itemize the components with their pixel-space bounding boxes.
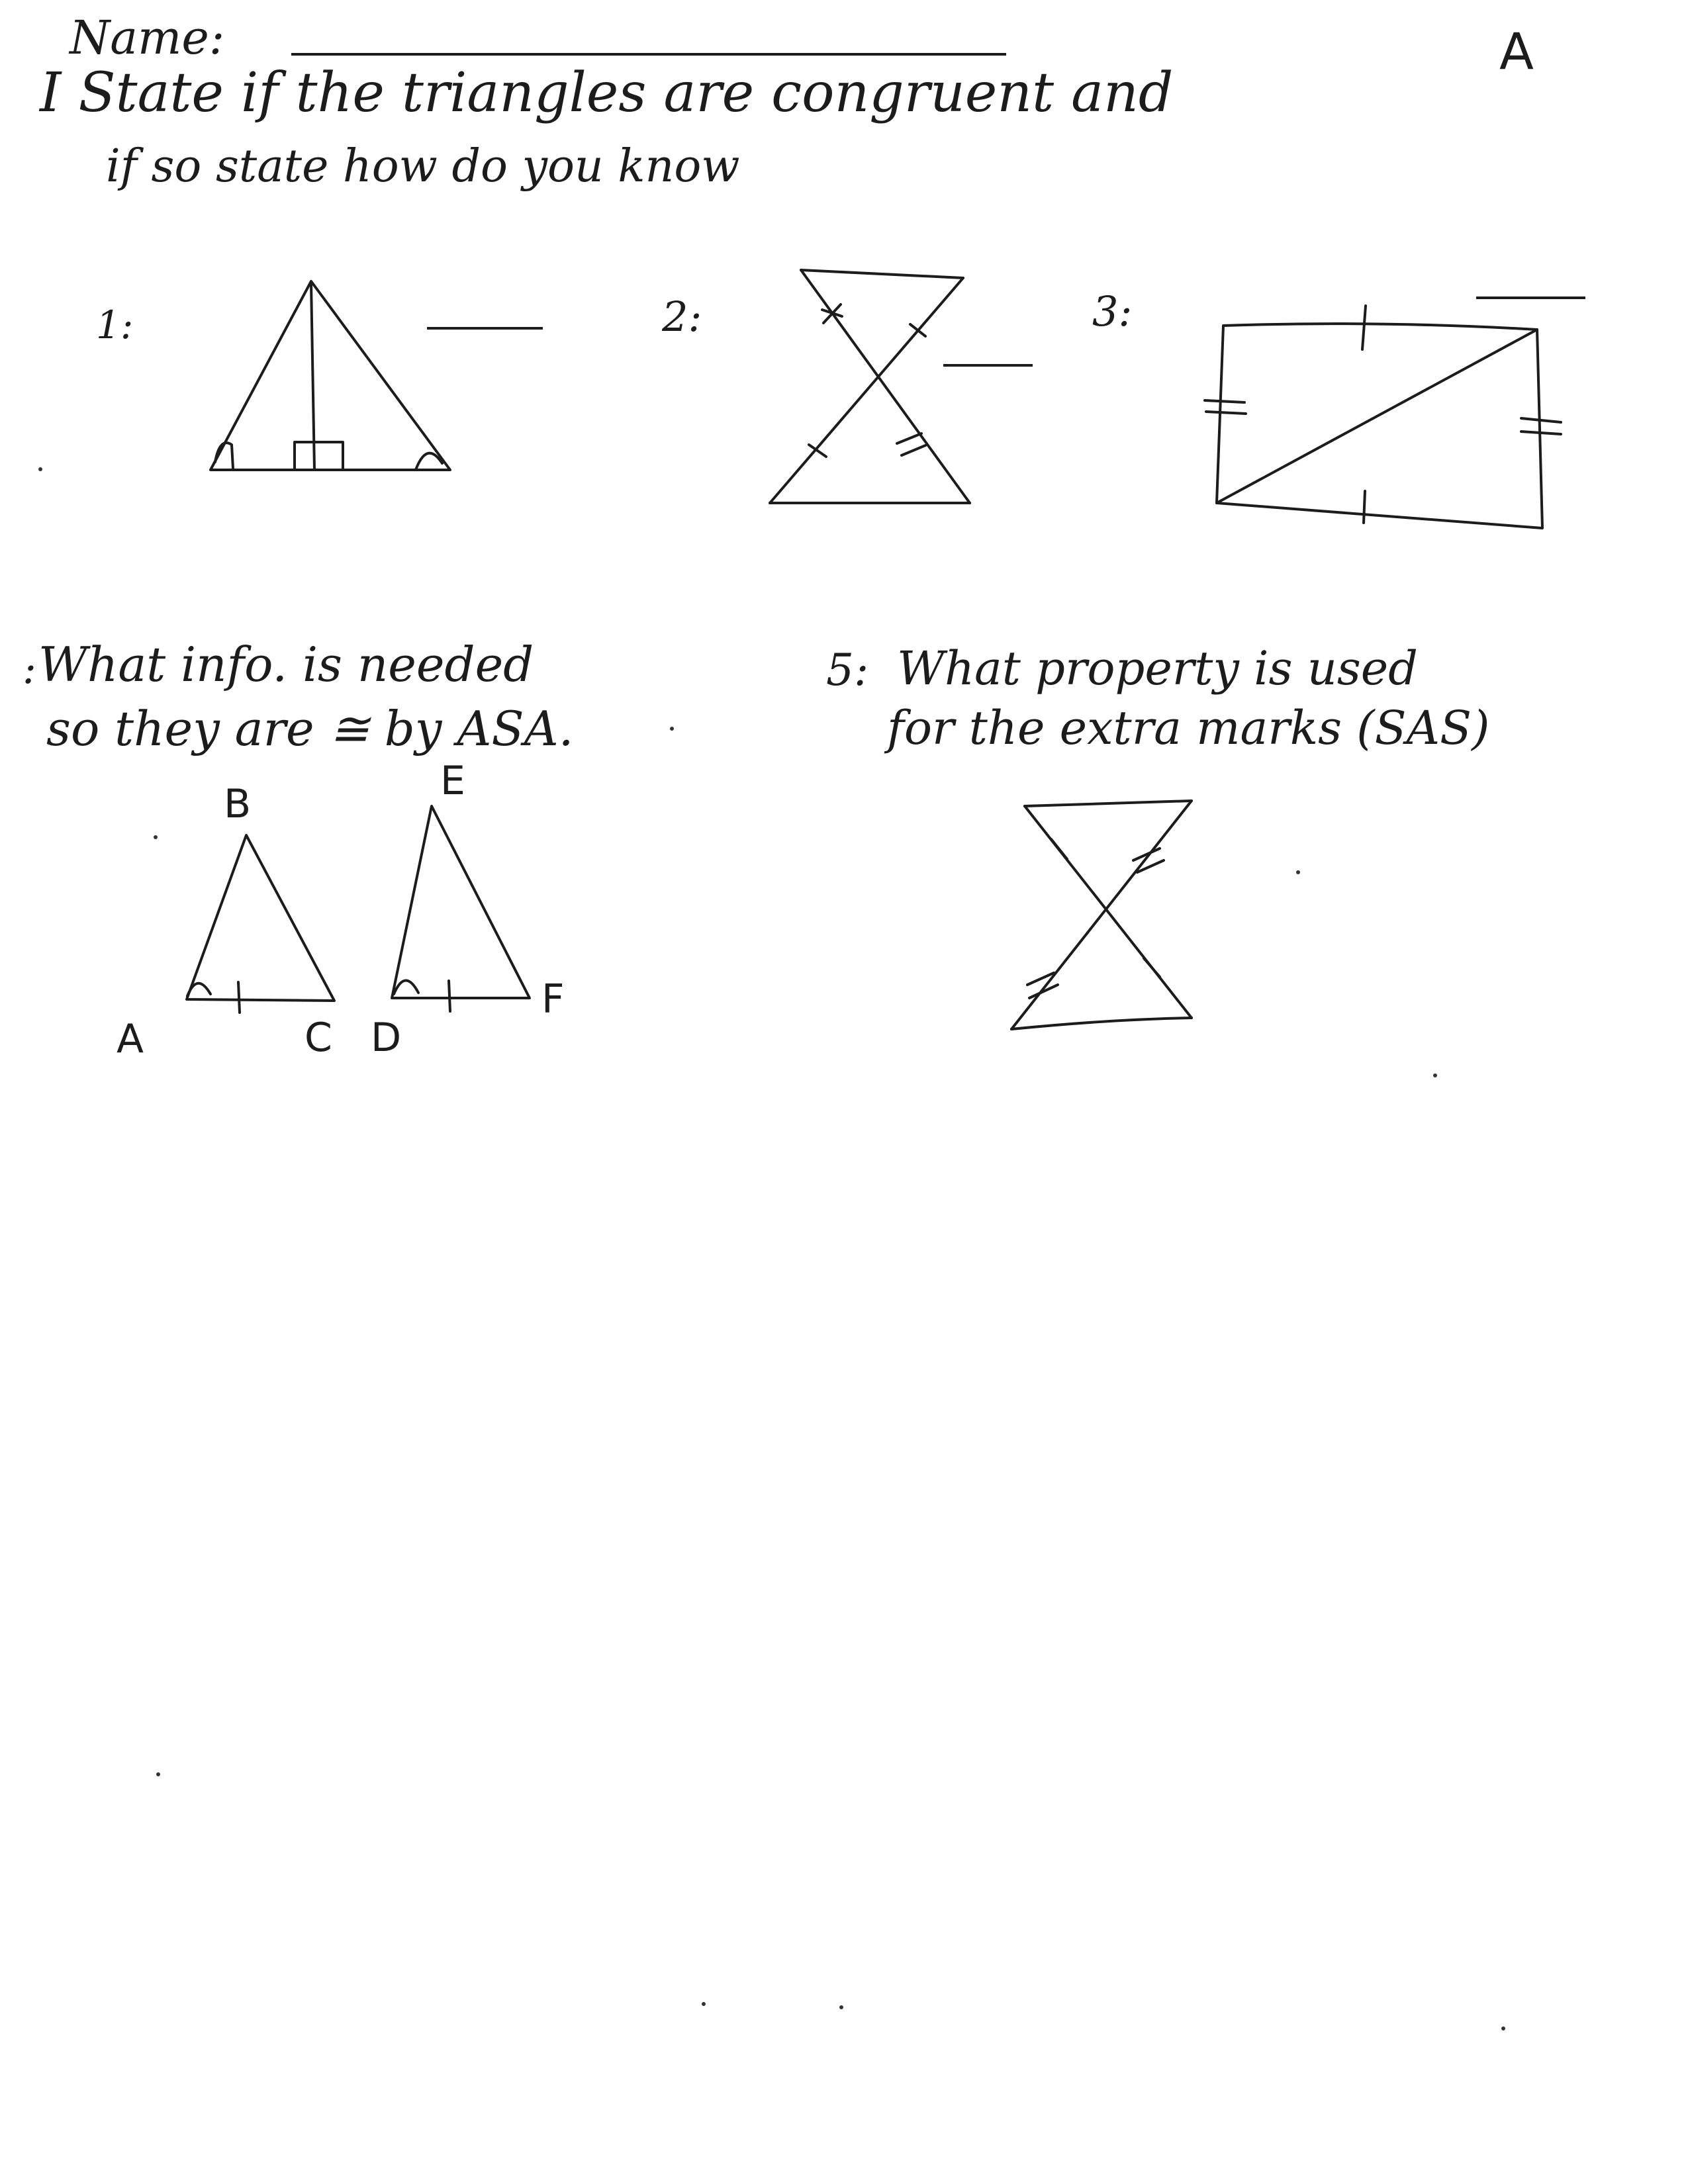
figure-1-isosceles-triangle bbox=[211, 281, 450, 470]
scan-speck bbox=[1501, 2026, 1505, 2030]
instruction-line-2: if so state how do you know bbox=[106, 140, 740, 193]
figure-4-triangles-abc-def bbox=[117, 758, 565, 1062]
vertex-label-c: C bbox=[305, 1015, 332, 1061]
problem-4-question-line-1: What info. is needed bbox=[38, 637, 534, 692]
problem-5-question-line-1: What property is used bbox=[897, 641, 1418, 696]
problem-4-number: : bbox=[23, 645, 36, 693]
version-letter: A bbox=[1499, 22, 1534, 81]
fig3-tick-bottom bbox=[1364, 491, 1365, 523]
fig3-tick-top bbox=[1362, 306, 1366, 349]
fig2-diagonal-2 bbox=[770, 278, 963, 503]
vertex-label-b: B bbox=[224, 781, 252, 827]
fig1-right-angle-marker bbox=[295, 442, 343, 470]
fig4-angle-d-arc bbox=[394, 980, 418, 994]
fig3-tick-left bbox=[1205, 400, 1246, 414]
problem-4-question-line-2: so they are ≅ by ASA. bbox=[46, 701, 574, 756]
fig3-tick-right bbox=[1521, 418, 1561, 434]
fig5-diagonal-1 bbox=[1025, 806, 1192, 1018]
fig4-triangle-abc bbox=[187, 835, 334, 1001]
scan-speck bbox=[1296, 870, 1300, 874]
problem-1-number: 1: bbox=[96, 302, 134, 347]
figure-2-bowtie bbox=[770, 270, 970, 503]
fig5-tick-lower-right bbox=[1144, 958, 1160, 977]
fig5-bottom-side bbox=[1011, 1018, 1192, 1029]
figure-5-bowtie bbox=[1011, 801, 1192, 1029]
fig4-tick-df bbox=[449, 981, 450, 1011]
vertex-label-e: E bbox=[440, 758, 465, 804]
problem-3-number: 3: bbox=[1092, 287, 1133, 336]
fig2-diagonal-1 bbox=[801, 270, 970, 503]
fig5-tick-upper-left bbox=[1051, 839, 1067, 859]
problem-5-question-line-2: for the extra marks (SAS) bbox=[887, 701, 1490, 755]
fig2-top-side bbox=[801, 270, 963, 278]
fig4-triangle-def bbox=[392, 806, 530, 998]
fig4-tick-ac bbox=[238, 982, 240, 1013]
vertex-label-f: F bbox=[541, 976, 565, 1023]
vertex-label-d: D bbox=[371, 1015, 402, 1061]
vertex-label-a: A bbox=[117, 1016, 144, 1062]
fig2-tick-upper-left bbox=[822, 304, 842, 323]
fig5-top-side bbox=[1025, 801, 1192, 806]
scan-speck bbox=[1433, 1073, 1437, 1077]
scan-speck bbox=[154, 835, 158, 839]
problem-5-number: 5: bbox=[826, 645, 869, 696]
instruction-line-1: I State if the triangles are congruent and bbox=[40, 62, 1174, 124]
name-label: Name: bbox=[70, 11, 225, 65]
scan-speck bbox=[38, 467, 42, 471]
scan-speck bbox=[702, 2002, 706, 2006]
fig3-diagonal bbox=[1217, 330, 1537, 503]
scan-speck bbox=[670, 727, 674, 731]
scan-speck bbox=[156, 1772, 160, 1776]
figure-3-rectangle bbox=[1205, 306, 1561, 528]
scan-speck bbox=[839, 2005, 843, 2009]
problem-2-number: 2: bbox=[662, 293, 702, 341]
